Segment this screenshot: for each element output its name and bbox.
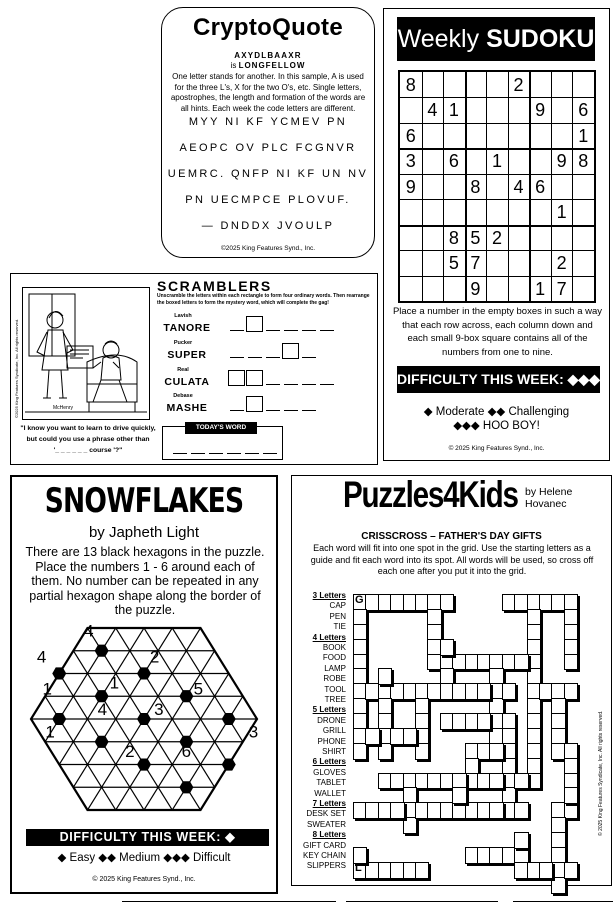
sudoku-given: 8 [578, 151, 589, 172]
crisscross-grid [353, 594, 589, 874]
cryptoquote-panel [161, 7, 375, 258]
scramble-blank[interactable] [284, 410, 298, 411]
bottom-panel-edge [122, 901, 336, 902]
sudoku-empty-cell[interactable] [508, 199, 530, 224]
puzzles4kids-copyright: © 2025 King Features Syndicate, Inc. All rights reserved. [598, 710, 604, 836]
word-list-item: SLIPPERS [306, 861, 346, 871]
crisscross-cell[interactable] [489, 773, 503, 790]
scramble-word: CULATA [164, 376, 210, 388]
todays-word-blank[interactable] [209, 453, 223, 454]
sudoku-levels-line2: ◆◆◆ HOO BOY! [453, 420, 540, 432]
sudoku-empty-cell[interactable] [486, 250, 508, 275]
crisscross-cell[interactable] [353, 743, 367, 760]
sudoku-empty-cell[interactable] [443, 174, 465, 199]
sudoku-empty-cell[interactable] [465, 72, 487, 97]
bottom-panel-edge [346, 901, 498, 902]
scramble-blank[interactable] [266, 384, 280, 385]
todays-word-blank[interactable] [227, 453, 241, 454]
sudoku-empty-cell[interactable] [529, 250, 551, 275]
word-list-item: FOOD [322, 653, 346, 663]
hex-clue-number: 6 [181, 741, 192, 761]
sudoku-copyright: © 2025 King Features Synd., Inc. [448, 445, 545, 452]
hex-clue-number: 4 [84, 621, 94, 641]
sudoku-instructions: Place a number in the empty boxes in such a way that each row across, each column down and each small 9-box square contains all of the numbers from one to nine. [392, 306, 603, 358]
scramble-word: SUPER [167, 349, 207, 361]
scramble-blank[interactable] [266, 410, 280, 411]
sudoku-empty-cell[interactable] [443, 199, 465, 224]
sudoku-empty-cell[interactable] [400, 97, 422, 122]
sudoku-given: 6 [535, 176, 546, 197]
word-list-item: SWEATER [307, 819, 346, 829]
scramble-clue: Lavish [174, 313, 192, 319]
sudoku-given: 5 [448, 253, 459, 274]
scramble-circled-box[interactable] [282, 343, 299, 359]
word-group-heading: 5 Letters [312, 705, 346, 715]
scramblers-instructions: Unscramble the letters within each rectangle to form four ordinary words. Then rearrange the boxed letters to form the mystery word, which will complete the gag! [157, 293, 370, 306]
sudoku-given: 7 [556, 278, 567, 299]
black-hexagon [137, 713, 151, 725]
crisscross-cell[interactable] [477, 683, 491, 700]
bottom-panel-edge [513, 901, 613, 902]
hex-clue-number: 2 [125, 741, 135, 761]
snowflakes-instructions: There are 13 black hexagons in the puzzle. Place the numbers 1 - 6 around each of them. No number can be repeated in any partial hexagon shape along the border of the puzzle. [25, 545, 265, 617]
crisscross-instructions: Each word will fit into one spot in the grid. Use the starting letters as a guide and fit each word into its spot. All words will be used, so cross off each one after you put it into the grid. [310, 543, 594, 576]
word-list-item: WALLET [314, 788, 346, 798]
crisscross-cell[interactable] [564, 654, 578, 671]
sudoku-empty-cell[interactable] [422, 72, 444, 97]
sudoku-empty-cell[interactable] [486, 174, 508, 199]
sudoku-levels-line1: ◆ Moderate ◆◆ Challenging [423, 406, 570, 418]
word-list-item: TABLET [316, 778, 346, 788]
sudoku-given: 9 [470, 278, 481, 299]
crisscross-cell[interactable] [514, 773, 528, 790]
scramble-blank[interactable] [284, 384, 298, 385]
scramble-circled-box[interactable] [246, 396, 263, 412]
cartoon-drawing [23, 288, 149, 419]
sudoku-empty-cell[interactable] [422, 276, 444, 301]
crisscross-cell[interactable] [403, 817, 417, 834]
black-hexagon [179, 781, 193, 793]
sudoku-empty-cell[interactable] [508, 276, 530, 301]
todays-word-label: TODAY'S WORD [185, 422, 257, 434]
sudoku-panel [383, 8, 610, 461]
sudoku-empty-cell[interactable] [529, 225, 551, 250]
crisscross-cell[interactable] [489, 802, 503, 819]
sudoku-title-light: Weekly [397, 25, 480, 53]
scramblers-panel [10, 273, 378, 465]
sudoku-empty-cell[interactable] [508, 225, 530, 250]
sudoku-given: 7 [470, 253, 481, 274]
hex-clue-number: 1 [45, 722, 55, 742]
sudoku-given: 6 [448, 151, 459, 172]
cryptoquote-example-plain: LONGFELLOW [238, 61, 306, 70]
word-list-item: GRILL [322, 726, 346, 736]
sudoku-given: 4 [427, 100, 438, 121]
sudoku-difficulty-banner: DIFFICULTY THIS WEEK: ◆◆◆ [397, 366, 600, 393]
scramble-blank[interactable] [320, 384, 334, 385]
sudoku-empty-cell[interactable] [422, 148, 444, 173]
sudoku-empty-cell[interactable] [400, 225, 422, 250]
sudoku-empty-cell[interactable] [572, 72, 594, 97]
scramble-blank[interactable] [266, 330, 280, 331]
todays-word-blank[interactable] [263, 453, 277, 454]
puzzles4kids-panel [291, 475, 612, 886]
sudoku-empty-cell[interactable] [486, 72, 508, 97]
crisscross-cell[interactable] [514, 654, 528, 671]
sudoku-given: 1 [448, 100, 459, 121]
crisscross-cell[interactable] [365, 728, 379, 745]
crisscross-cell[interactable] [514, 802, 528, 819]
crisscross-cell[interactable] [564, 787, 578, 804]
word-group-heading: 3 Letters [312, 591, 346, 600]
sudoku-empty-cell[interactable] [486, 97, 508, 122]
sudoku-header [397, 17, 595, 61]
word-group-heading: 7 Letters [312, 799, 346, 808]
crisscross-cell[interactable] [564, 802, 578, 819]
cartoon-signature: McHenry [53, 405, 74, 411]
cryptoquote-code-line: AEOPC OV PLC FCGNVR [179, 142, 357, 154]
word-list-item: TIE [333, 622, 346, 632]
cryptoquote-code-line: MYY NI KF YCMEV PN [188, 116, 348, 128]
black-hexagon [222, 758, 236, 770]
hex-clue-number: 5 [193, 679, 204, 699]
word-list-item: GIFT CARD [303, 840, 346, 850]
sudoku-given: 4 [513, 176, 524, 197]
puzzles4kids-author [525, 486, 572, 510]
crisscross-cell[interactable] [378, 743, 392, 760]
hex-clue-number: 1 [109, 673, 120, 693]
word-list-item: LAMP [324, 663, 346, 673]
hex-clue-number: 1 [42, 679, 52, 699]
sudoku-given: 1 [535, 278, 546, 299]
hex-clue-number: 3 [154, 699, 164, 719]
todays-word-blank[interactable] [173, 453, 187, 454]
puzzles4kids-logo: Puzzles4Kids [343, 474, 518, 515]
sudoku-empty-cell[interactable] [572, 250, 594, 275]
sudoku-empty-cell[interactable] [422, 250, 444, 275]
crisscross-cell[interactable] [539, 862, 553, 879]
scramblers-title: SCRAMBLERS [157, 278, 272, 294]
sudoku-given: 2 [556, 253, 567, 274]
black-hexagon [222, 713, 236, 725]
scramble-circled-box[interactable] [228, 370, 245, 386]
scramble-blank[interactable] [230, 357, 244, 358]
sudoku-given: 8 [470, 176, 481, 197]
crisscross-cell[interactable] [564, 862, 578, 879]
sudoku-empty-cell[interactable] [422, 225, 444, 250]
sudoku-empty-cell[interactable] [422, 174, 444, 199]
hex-clue-number: 3 [248, 722, 259, 742]
sudoku-empty-cell[interactable] [486, 276, 508, 301]
sudoku-title-bold: SUDOKU [486, 25, 595, 53]
black-hexagon [52, 667, 66, 679]
cryptoquote-code-line: PN UECMPCE PLOVUF. [185, 194, 351, 206]
crisscross-cell[interactable] [440, 639, 454, 656]
scramble-circled-box[interactable] [246, 370, 263, 386]
sudoku-empty-cell[interactable] [508, 123, 530, 148]
scramblers-cartoon [22, 287, 150, 420]
sudoku-given: 9 [556, 151, 567, 172]
sudoku-given: 8 [448, 227, 459, 248]
todays-word-blank[interactable] [191, 453, 205, 454]
sudoku-given: 3 [405, 151, 416, 172]
snowflakes-title: SNOWFLAKES [44, 481, 244, 521]
scramble-blank[interactable] [284, 330, 298, 331]
scramble-blank[interactable] [302, 410, 316, 411]
sudoku-given: 9 [535, 100, 546, 121]
sudoku-empty-cell[interactable] [400, 276, 422, 301]
sudoku-given: 2 [491, 227, 502, 248]
word-group-heading: 6 Letters [312, 757, 346, 767]
black-hexagon [95, 736, 109, 748]
sudoku-empty-cell[interactable] [508, 97, 530, 122]
sudoku-grid [398, 70, 596, 303]
scramble-blank[interactable] [302, 330, 316, 331]
cryptoquote-copyright: ©2025 King Features Synd., Inc. [220, 245, 316, 252]
scramble-clue: Debase [173, 393, 193, 399]
sudoku-empty-cell[interactable] [551, 174, 573, 199]
word-list-item: DESK SET [306, 809, 346, 819]
scramble-word: TANORE [163, 322, 211, 334]
scramble-word: MASHE [166, 402, 208, 414]
sudoku-given: 6 [405, 125, 416, 146]
sudoku-empty-cell[interactable] [572, 174, 594, 199]
sudoku-empty-cell[interactable] [400, 199, 422, 224]
snowflakes-copyright: © 2025 King Features Synd., Inc. [92, 876, 196, 883]
sudoku-empty-cell[interactable] [443, 276, 465, 301]
black-hexagon [95, 645, 109, 657]
sudoku-empty-cell[interactable] [529, 199, 551, 224]
crisscross-cell[interactable] [403, 728, 417, 745]
sudoku-empty-cell[interactable] [508, 148, 530, 173]
todays-word-blank[interactable] [245, 453, 259, 454]
cryptoquote-title: CryptoQuote [193, 14, 343, 41]
word-list-item: BOOK [322, 643, 346, 652]
crisscross-cell[interactable] [390, 802, 404, 819]
word-list-item: PEN [329, 611, 346, 621]
sudoku-given: 6 [578, 100, 589, 121]
crisscross-cell[interactable] [514, 832, 528, 849]
caption-line: "I know you want to learn to drive quickly, [20, 425, 156, 432]
scramble-blank[interactable] [230, 410, 244, 411]
cryptoquote-instructions: One letter stands for another. In this sample, A is used for the three L's, X for the two O's, etc. Single letters, apostrophes, the length and formation of the words are all hints. Each week the code letters are different. [170, 72, 366, 113]
scramble-clue: Pucker [173, 340, 193, 346]
cryptoquote-example-answer [162, 61, 374, 70]
sudoku-empty-cell[interactable] [443, 72, 465, 97]
snowflakes-hex-grid [12, 615, 276, 827]
author-line: by Helene [525, 486, 573, 498]
word-group-heading: 8 Letters [312, 830, 346, 840]
caption-line: '_ _ _ _ _ _ course '?" [53, 447, 123, 454]
crisscross-cell[interactable] [415, 862, 429, 879]
scramble-blank[interactable] [302, 384, 316, 385]
snowflakes-byline: by Japheth Light [88, 524, 200, 541]
sudoku-empty-cell[interactable] [572, 225, 594, 250]
sudoku-empty-cell[interactable] [572, 199, 594, 224]
hex-clue-number: 2 [149, 647, 160, 667]
black-hexagon [137, 758, 151, 770]
sudoku-given: 9 [405, 176, 416, 197]
sudoku-given: 1 [491, 151, 502, 172]
black-hexagon [137, 667, 151, 679]
scramble-blank[interactable] [320, 330, 334, 331]
scramble-blank[interactable] [248, 357, 262, 358]
sudoku-empty-cell[interactable] [551, 97, 573, 122]
sudoku-empty-cell[interactable] [529, 72, 551, 97]
crisscross-cell[interactable] [440, 594, 454, 611]
black-hexagon [179, 690, 193, 702]
word-list-item: TOOL [324, 684, 346, 694]
sudoku-empty-cell[interactable] [529, 148, 551, 173]
cryptoquote-example-code: AXYDLBAAXR [234, 51, 302, 60]
scramble-circled-box[interactable] [246, 316, 263, 332]
sudoku-given: 8 [405, 75, 416, 95]
cryptoquote-code-author: — DNDDX JVOULP [201, 220, 335, 232]
sudoku-empty-cell[interactable] [400, 250, 422, 275]
cartoon-credit: ©2025 King Features Syndicate, Inc. All rights reserved. [14, 318, 19, 418]
sudoku-empty-cell[interactable] [486, 199, 508, 224]
crisscross-cell[interactable] [502, 683, 516, 700]
crisscross-cell[interactable] [415, 743, 429, 760]
crisscross-cell[interactable] [477, 713, 491, 730]
word-group-heading: 4 Letters [312, 632, 346, 642]
sudoku-empty-cell[interactable] [422, 199, 444, 224]
word-list-item: PHONE [317, 736, 346, 746]
cartoon-caption [18, 423, 158, 456]
word-list-item: SHIRT [322, 747, 346, 756]
crisscross-start-letter: L [355, 861, 362, 874]
crisscross-subtitle: CRISSCROSS – FATHER'S DAY GIFTS [361, 531, 542, 542]
word-list-item: DRONE [317, 715, 346, 725]
crisscross-cell[interactable] [489, 743, 503, 760]
snowflakes-panel [10, 475, 278, 894]
sudoku-empty-cell[interactable] [529, 123, 551, 148]
crisscross-cell[interactable] [551, 877, 565, 894]
sudoku-empty-cell[interactable] [486, 123, 508, 148]
word-list-item: TREE [324, 695, 346, 704]
scramble-clue: Real [177, 367, 189, 373]
sudoku-empty-cell[interactable] [508, 250, 530, 275]
sudoku-empty-cell[interactable] [551, 225, 573, 250]
crisscross-cell[interactable] [452, 787, 466, 804]
hex-clue-number: 4 [36, 647, 47, 667]
sudoku-given: 1 [556, 202, 567, 223]
sudoku-empty-cell[interactable] [465, 123, 487, 148]
caption-line: but could you use a phrase other than [26, 436, 150, 443]
cryptoquote-code-line: UEMRC. QNFP NI KF UN NV [167, 168, 369, 180]
sudoku-empty-cell[interactable] [465, 97, 487, 122]
snowflakes-levels: ◆ Easy ◆◆ Medium ◆◆◆ Difficult [57, 852, 231, 864]
sudoku-given: 2 [513, 75, 524, 95]
hex-clue-number: 4 [97, 699, 108, 719]
word-list-item: CAP [329, 601, 346, 611]
snowflakes-difficulty-banner: DIFFICULTY THIS WEEK: ◆ [26, 829, 269, 846]
word-list-item: KEY CHAIN [303, 851, 346, 860]
word-list-item: ROBE [323, 674, 346, 684]
word-list-item: GLOVES [313, 767, 346, 777]
scramble-blank[interactable] [266, 357, 280, 358]
sudoku-empty-cell[interactable] [443, 123, 465, 148]
cryptoquote-example-is: is [230, 61, 237, 70]
sudoku-empty-cell[interactable] [551, 123, 573, 148]
sudoku-empty-cell[interactable] [551, 72, 573, 97]
sudoku-given: 5 [470, 227, 481, 248]
sudoku-empty-cell[interactable] [465, 148, 487, 173]
sudoku-given: 1 [578, 125, 589, 146]
crisscross-cell[interactable] [378, 668, 392, 685]
sudoku-empty-cell[interactable] [422, 123, 444, 148]
sudoku-empty-cell[interactable] [572, 276, 594, 301]
crisscross-cell[interactable] [527, 773, 541, 790]
scramble-blank[interactable] [230, 330, 244, 331]
sudoku-empty-cell[interactable] [465, 199, 487, 224]
crisscross-cell[interactable] [564, 683, 578, 700]
author-line: Hovanec [525, 498, 567, 510]
crisscross-start-letter: G [355, 594, 364, 606]
scramble-blank[interactable] [302, 357, 316, 358]
